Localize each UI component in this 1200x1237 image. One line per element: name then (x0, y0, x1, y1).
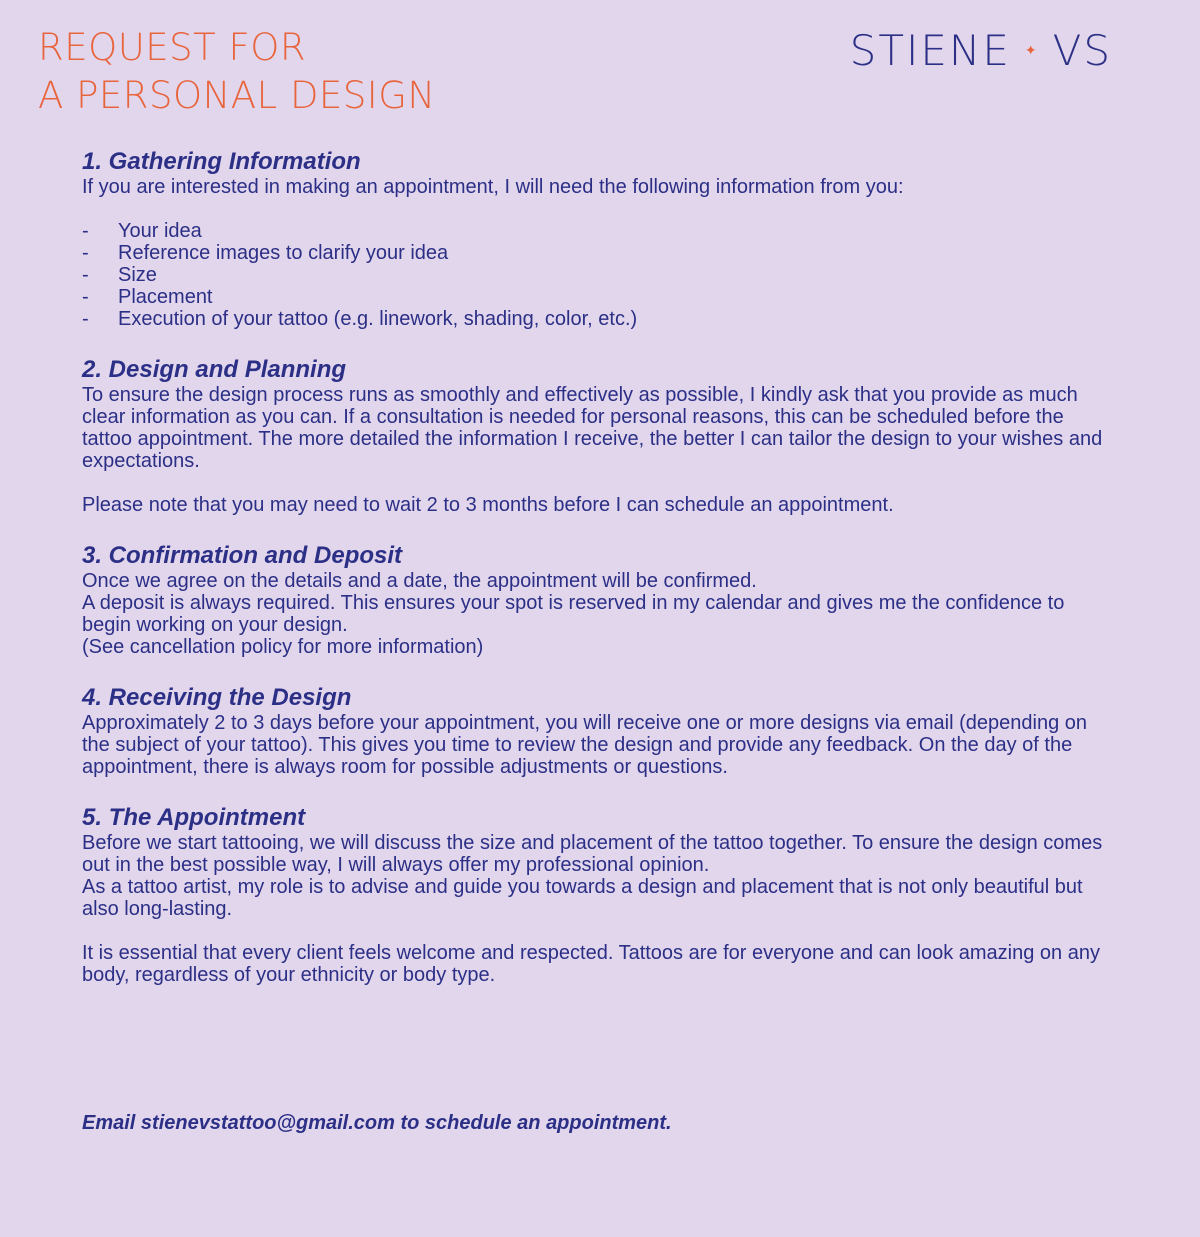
list-item (82, 286, 1112, 308)
list-marker: - (82, 242, 89, 264)
section-heading: 2. Design and Planning (82, 356, 347, 383)
list-item (82, 308, 1112, 330)
requirements-list (82, 220, 1112, 330)
page-title-line-2: A PERSONAL DESIGN (38, 74, 436, 117)
logo-text-right: VS (1052, 26, 1112, 75)
section-design-and-planning (82, 356, 1112, 516)
list-item (82, 264, 1112, 286)
logo-text-left: STIENE (849, 26, 1011, 75)
section-paragraph: Once we agree on the details and a date, the appointment will be confirmed. (82, 570, 757, 592)
list-item (82, 220, 1112, 242)
email-call-to-action: Email stienevstattoo@gmail.com to schedule an appointment. (82, 1112, 672, 1134)
list-marker: - (82, 264, 89, 286)
section-paragraph: Before we start tattooing, we will discuss the size and placement of the tattoo together. To ensure the design comes out in the best possible way, I will always offer my professional opinion. (82, 832, 1103, 876)
main-content (82, 148, 1112, 1012)
list-item-text: Size (118, 264, 157, 286)
section-heading: 3. Confirmation and Deposit (82, 542, 403, 569)
section-gathering-information (82, 148, 1112, 330)
list-item-text: Execution of your tattoo (e.g. linework, shading, color, etc.) (118, 308, 638, 330)
section-confirmation-and-deposit (82, 542, 1112, 658)
brand-logo (850, 26, 1112, 75)
section-paragraph: A deposit is always required. This ensures your spot is reserved in my calendar and gives me the confidence to begin working on your design. (82, 592, 1065, 636)
list-marker: - (82, 286, 89, 308)
list-item-text: Reference images to clarify your idea (118, 242, 449, 264)
section-paragraph: To ensure the design process runs as smoothly and effectively as possible, I kindly ask that you provide as much clear information as you can. If a consultation is needed for personal reasons, this can be scheduled before the tattoo appointment. The more detailed the information I receive, the better I can tailor the design to your wishes and expectations. (82, 384, 1103, 472)
section-paragraph: Approximately 2 to 3 days before your appointment, you will receive one or more designs via email (depending on the subject of your tattoo). This gives you time to review the design and provide any feedback. On the day of the appointment, there is always room for possible adjustments or questions. (82, 712, 1087, 778)
section-heading: 4. Receiving the Design (82, 684, 352, 711)
section-heading: 5. The Appointment (82, 804, 306, 831)
page-title (38, 24, 436, 120)
list-marker: - (82, 308, 89, 330)
section-paragraph: As a tattoo artist, my role is to advise and guide you towards a design and placement that is not only beautiful but also long-lasting. (82, 876, 1083, 920)
section-the-appointment (82, 804, 1112, 986)
list-marker: - (82, 220, 89, 242)
section-heading: 1. Gathering Information (82, 148, 361, 175)
list-item (82, 242, 1112, 264)
page-title-line-1: REQUEST FOR (38, 26, 307, 69)
section-paragraph: Please note that you may need to wait 2 to 3 months before I can schedule an appointment. (82, 494, 894, 516)
list-item-text: Your idea (118, 220, 202, 242)
list-item-text: Placement (118, 286, 213, 308)
section-paragraph: (See cancellation policy for more information) (82, 636, 484, 658)
logo-sparkle-icon: ✦ (1024, 42, 1039, 59)
section-receiving-the-design (82, 684, 1112, 778)
section-paragraph: It is essential that every client feels welcome and respected. Tattoos are for everyone and can look amazing on any body, regardless of your ethnicity or body type. (82, 942, 1100, 986)
section-paragraph: If you are interested in making an appointment, I will need the following information from you: (82, 176, 904, 198)
